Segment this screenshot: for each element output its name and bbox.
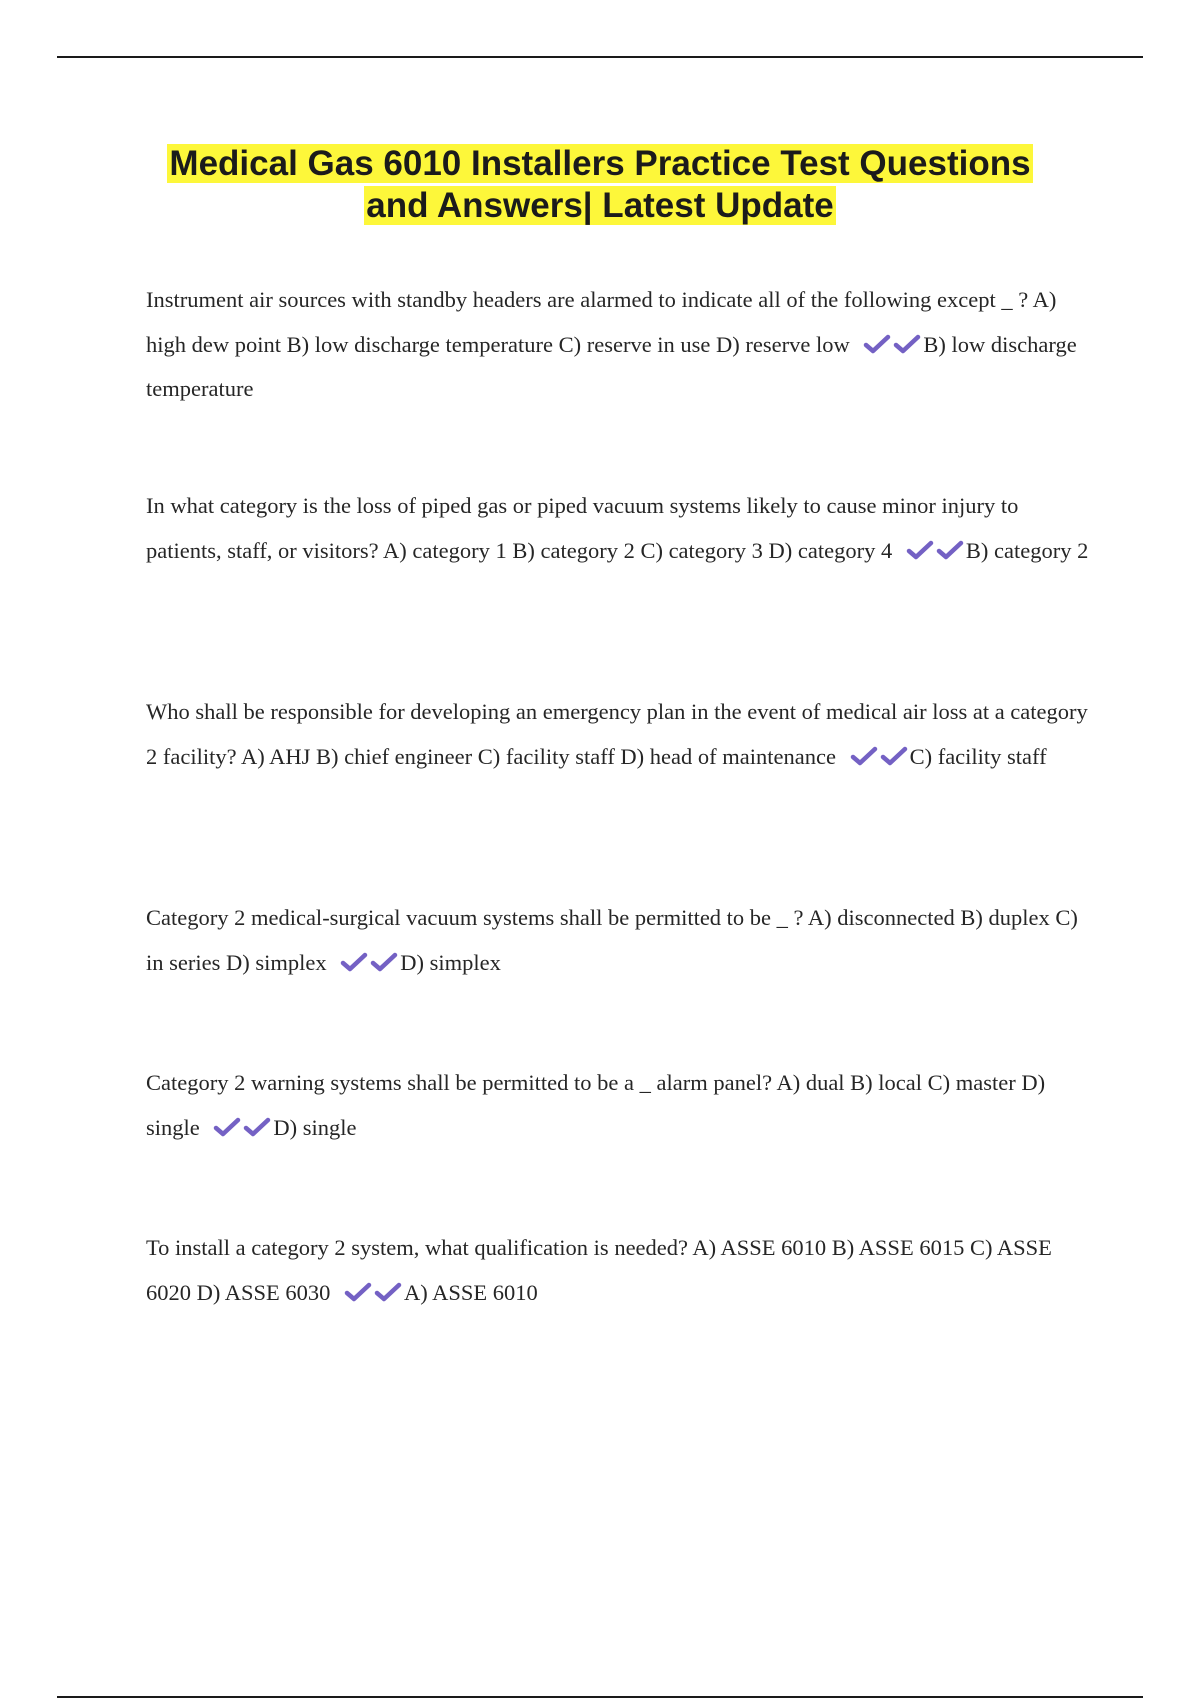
bottom-rule: [57, 1696, 1143, 1698]
check-icon: [906, 540, 934, 560]
answer-text: A) ASSE 6010: [404, 1279, 538, 1305]
check-icon: [374, 1282, 402, 1302]
check-icon: [344, 1282, 372, 1302]
check-icon: [893, 334, 921, 354]
question-text: Who shall be responsible for developing an emergency plan in the event of medical air loss at a category 2 facility? A) AHJ B) chief engineer C) facility staff D) head of maintenance: [146, 699, 1088, 769]
answer-text: D) single: [273, 1114, 357, 1140]
qa-item-4: [146, 896, 1094, 985]
qa-item-3: [146, 690, 1094, 779]
check-icon: [340, 952, 368, 972]
qa-item-6: [146, 1226, 1094, 1315]
question-text: To install a category 2 system, what qualification is needed? A) ASSE 6010 B) ASSE 6015 C) ASSE 6020 D) ASSE 6030: [146, 1235, 1052, 1305]
check-icon: [863, 334, 891, 354]
title-line-1: Medical Gas 6010 Installers Practice Test Questions: [169, 144, 1031, 183]
qa-item-1: [146, 278, 1094, 412]
answer-text: B) low discharge temperature: [146, 331, 1077, 401]
check-icon: [850, 746, 878, 766]
check-icon: [880, 746, 908, 766]
document-title: [100, 143, 1100, 227]
question-text: Instrument air sources with standby headers are alarmed to indicate all of the following except _ ? A) high dew point B) low discharge temperature C) reserve in use D) reserve low: [146, 287, 1057, 357]
title-line-2: and Answers| Latest Update: [366, 186, 834, 225]
answer-text: C) facility staff: [909, 743, 1047, 769]
top-rule: [57, 56, 1143, 58]
question-text: Category 2 medical-surgical vacuum systems shall be permitted to be _ ? A) disconnected B) duplex C) in series D) simplex: [146, 905, 1078, 975]
qa-item-5: [146, 1061, 1094, 1150]
question-text: Category 2 warning systems shall be permitted to be a _ alarm panel? A) dual B) local C) master D) single: [146, 1070, 1046, 1140]
question-text: In what category is the loss of piped gas or piped vacuum systems likely to cause minor injury to patients, staff, or visitors? A) category 1 B) category 2 C) category 3 D) category 4: [146, 493, 1019, 563]
check-icon: [243, 1117, 271, 1137]
check-icon: [213, 1117, 241, 1137]
check-icon: [936, 540, 964, 560]
answer-text: D) simplex: [400, 949, 501, 975]
qa-item-2: [146, 484, 1094, 573]
answer-text: B) category 2: [965, 537, 1089, 563]
check-icon: [370, 952, 398, 972]
